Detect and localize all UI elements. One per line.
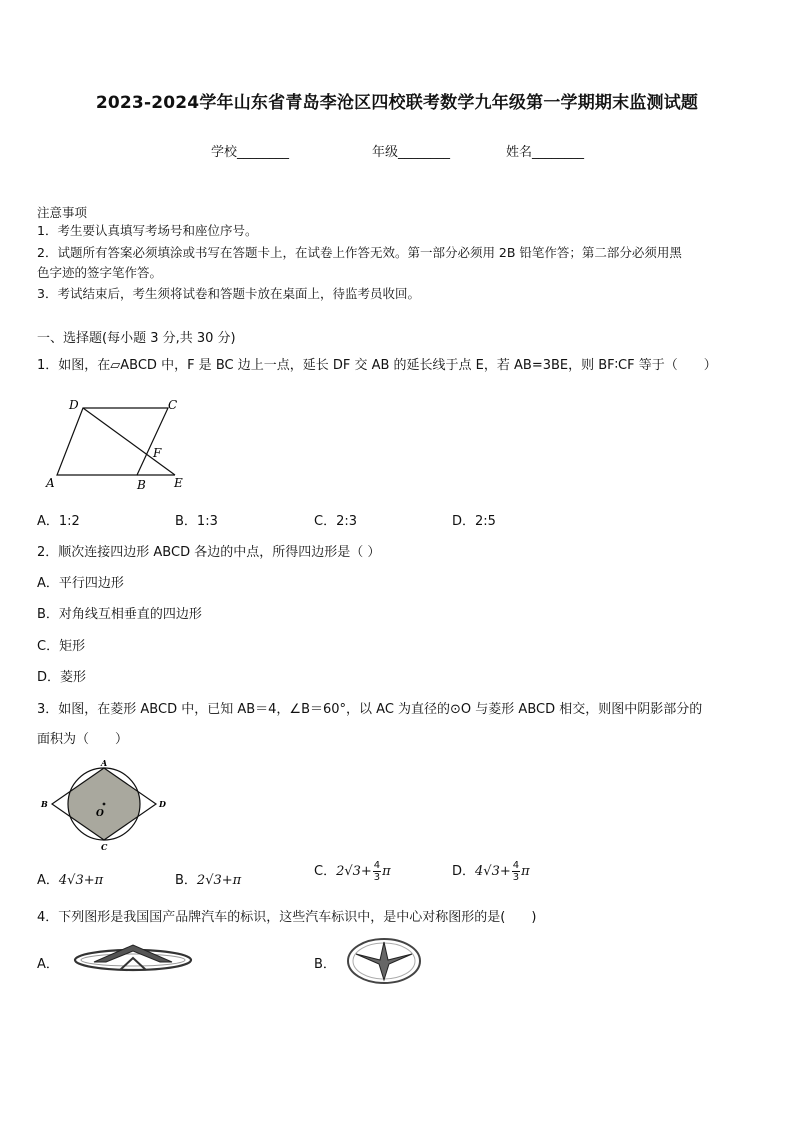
grade-field: 年级________: [372, 145, 451, 160]
section-heading: 一、选择题(每小题 3 分,共 30 分): [37, 331, 236, 346]
q3-option-a: [37, 869, 103, 888]
q3-option-c: [314, 860, 391, 883]
label-b: B: [137, 478, 146, 492]
question-3-figure: [36, 756, 176, 854]
page-title: 2023-2024学年山东省青岛李沧区四校联考数学九年级第一学期期末监测试题: [95, 93, 699, 113]
q3-option-c-numerator: 4: [373, 860, 381, 871]
q1-option-b: B．1:3: [175, 514, 218, 529]
note-2-cont: 色字迹的签字笔作答。: [37, 265, 163, 280]
note-2: 2．试题所有答案必须填涂或书写在答题卡上，在试卷上作答无效。第一部分必须用 2B 铅笔作答；第二部分必须用黑: [37, 245, 682, 260]
q3-option-d-denominator: 3: [512, 872, 520, 883]
note-3: 3．考试结束后，考生须将试卷和答题卡放在桌面上，待监考员收回。: [37, 286, 420, 301]
label-d: D: [159, 799, 166, 809]
question-4-text: 4．下列图形是我国国产品牌汽车的标识，这些汽车标识中，是中心对称图形的是( ): [37, 910, 537, 925]
label-a: A: [101, 758, 108, 768]
notes-heading: 注意事项: [37, 205, 88, 220]
q1-option-c: C．2:3: [314, 514, 357, 529]
q3-option-b-label: B．: [175, 873, 197, 888]
q3-option-d-label: D．: [452, 864, 476, 879]
q4-logo-b-icon: [346, 936, 422, 988]
label-o: O: [96, 809, 104, 819]
label-a: A: [46, 476, 55, 490]
label-e: E: [174, 476, 183, 490]
q3-option-a-label: A．: [37, 873, 59, 888]
q3-option-d-numerator: 4: [512, 860, 520, 871]
q2-option-c: C．矩形: [37, 639, 86, 654]
q3-option-c-denominator: 3: [373, 872, 381, 883]
q3-option-a-expr: 4√3+π: [58, 873, 104, 888]
q3-option-b: [175, 869, 241, 888]
label-d: D: [69, 398, 79, 412]
q4-option-b: B．: [314, 957, 336, 972]
question-2-text: 2．顺次连接四边形 ABCD 各边的中点，所得四边形是（ ）: [37, 545, 381, 560]
q2-option-d: D．菱形: [37, 670, 87, 685]
school-field: 学校________: [211, 145, 290, 160]
label-c: C: [101, 842, 108, 852]
q3-option-c-post: π: [382, 864, 391, 879]
q3-option-c-pre: 2√3+: [336, 864, 372, 879]
question-1-text: 1．如图，在▱ABCD 中，F 是 BC 边上一点，延长 DF 交 AB 的延长线于点 E，若 AB=3BE，则 BF∶CF 等于（ ）: [37, 358, 717, 373]
line-de: [83, 408, 175, 475]
note-1: 1．考生要认真填写考场号和座位序号。: [37, 223, 258, 238]
q3-option-d-post: π: [521, 864, 530, 879]
q4-logo-a-icon: [70, 940, 196, 980]
q1-option-d: D．2:5: [452, 514, 496, 529]
label-c: C: [168, 398, 178, 412]
name-field: 姓名________: [506, 145, 585, 160]
center-o-dot: [103, 803, 106, 806]
q1-option-a: A．1:2: [37, 514, 80, 529]
question-3-text-line2: 面积为（ ）: [37, 732, 129, 747]
question-3-text-line1: 3．如图，在菱形 ABCD 中，已知 AB＝4，∠B＝60°，以 AC 为直径的⊙O 与菱形 ABCD 相交，则图中阴影部分的: [37, 702, 703, 717]
q2-option-b: B．对角线互相垂直的四边形: [37, 607, 202, 622]
q2-option-a: A．平行四边形: [37, 576, 124, 591]
q3-option-c-label: C．: [314, 864, 337, 879]
q3-option-b-expr: 2√3+π: [196, 873, 242, 888]
q4-option-a: A．: [37, 957, 59, 972]
parallelogram-abcd: [57, 408, 168, 475]
question-1-figure: [40, 393, 200, 493]
label-b: B: [41, 799, 48, 809]
q3-option-d-fraction: [512, 860, 520, 883]
q3-option-d: [452, 860, 530, 883]
q3-option-d-pre: 4√3+: [475, 864, 511, 879]
q3-option-c-fraction: [373, 860, 381, 883]
label-f: F: [153, 446, 162, 460]
